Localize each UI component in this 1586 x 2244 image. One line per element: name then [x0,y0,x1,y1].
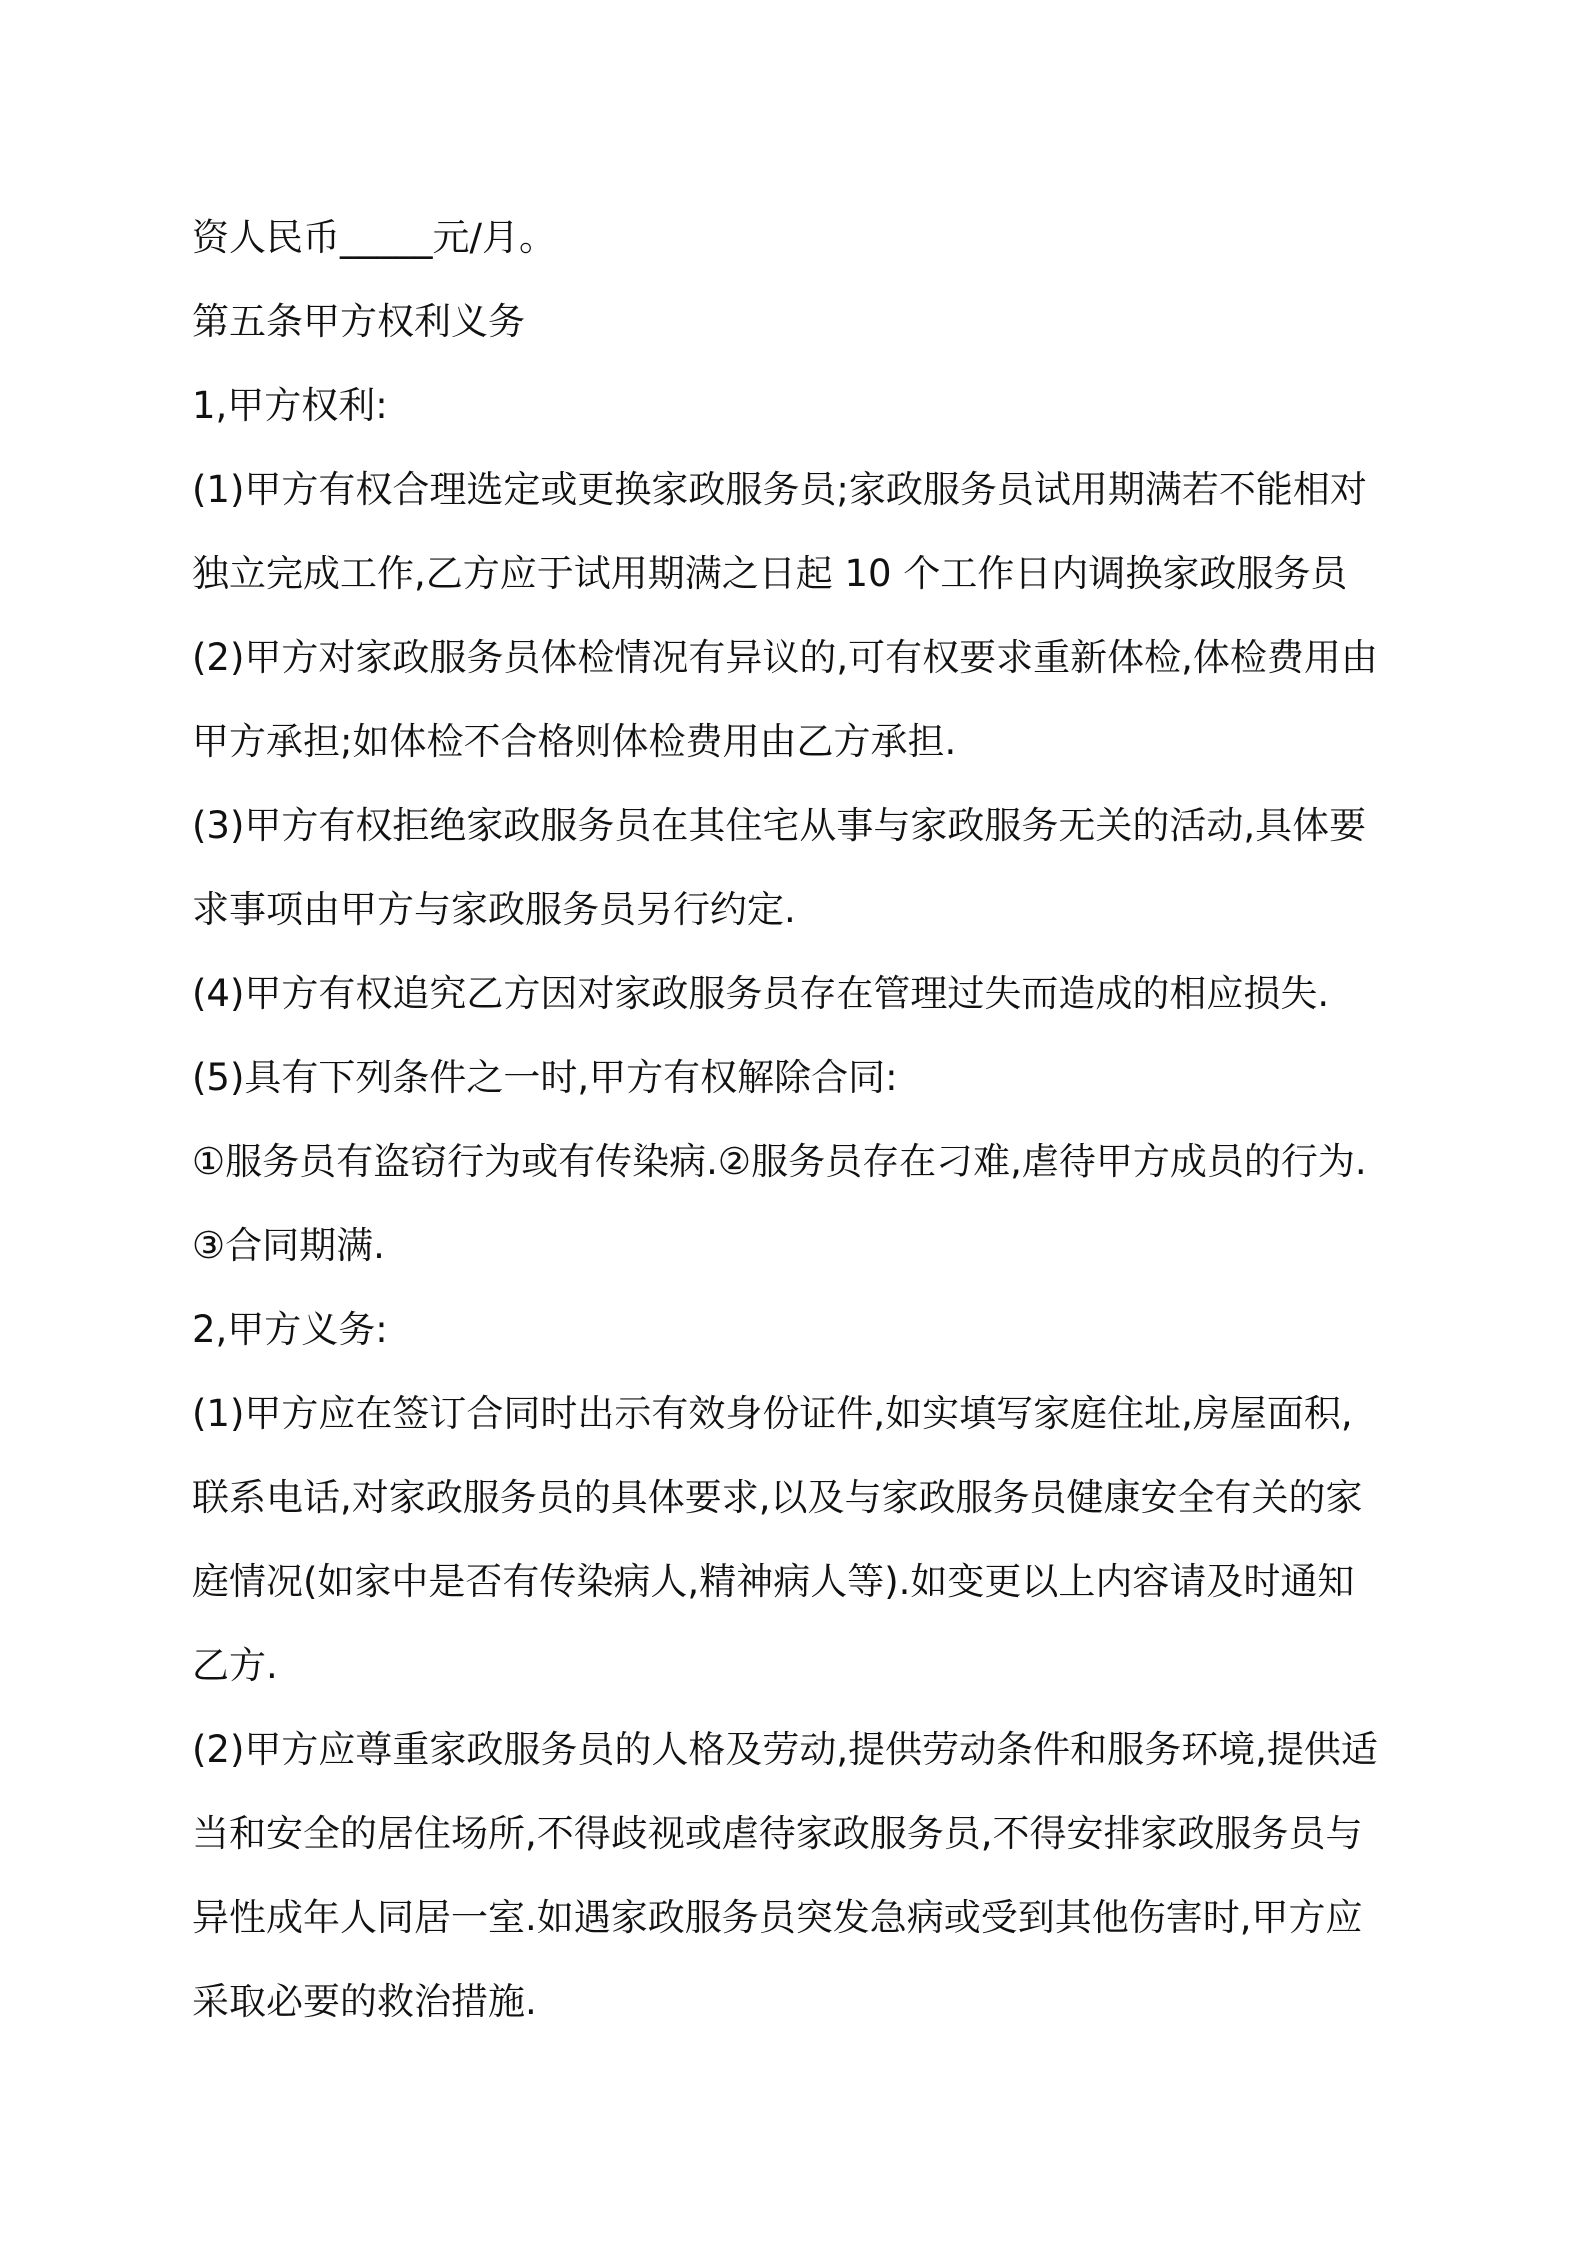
text-line: (2)甲方对家政服务员体检情况有异议的,可有权要求重新体检,体检费用由 [192,636,1378,679]
text-line: 乙方. [192,1644,278,1687]
text-line: ③合同期满. [192,1224,385,1267]
text-line: 联系电话,对家政服务员的具体要求,以及与家政服务员健康安全有关的家 [192,1476,1363,1519]
text-line: 独立完成工作,乙方应于试用期满之日起 10 个工作日内调换家政服务员 [192,552,1348,595]
document-body [192,196,1432,2044]
text-line: 当和安全的居住场所,不得歧视或虐待家政服务员,不得安排家政服务员与 [192,1812,1363,1855]
text-line: (5)具有下列条件之一时,甲方有权解除合同: [192,1056,898,1099]
subsection-heading: 1,甲方权利: [192,384,388,427]
text-line: (1)甲方有权合理选定或更换家政服务员;家政服务员试用期满若不能相对 [192,468,1367,511]
subsection-heading: 2,甲方义务: [192,1308,388,1351]
text-line: 庭情况(如家中是否有传染病人,精神病人等).如变更以上内容请及时通知 [192,1560,1355,1603]
text-line: 甲方承担;如体检不合格则体检费用由乙方承担. [192,720,957,763]
text-line: 异性成年人同居一室.如遇家政服务员突发急病或受到其他伤害时,甲方应 [192,1896,1363,1939]
text-line: 求事项由甲方与家政服务员另行约定. [192,888,796,931]
text-line: 资人民币_____元/月。 [192,216,556,259]
text-line: ①服务员有盗窃行为或有传染病.②服务员存在刁难,虐待甲方成员的行为. [192,1140,1367,1183]
text-line: (1)甲方应在签订合同时出示有效身份证件,如实填写家庭住址,房屋面积, [192,1392,1353,1435]
text-line: (3)甲方有权拒绝家政服务员在其住宅从事与家政服务无关的活动,具体要 [192,804,1367,847]
text-line: (2)甲方应尊重家政服务员的人格及劳动,提供劳动条件和服务环境,提供适 [192,1728,1378,1771]
section-heading: 第五条甲方权利义务 [192,300,525,343]
text-line: (4)甲方有权追究乙方因对家政服务员存在管理过失而造成的相应损失. [192,972,1330,1015]
text-line: 采取必要的救治措施. [192,1980,537,2023]
